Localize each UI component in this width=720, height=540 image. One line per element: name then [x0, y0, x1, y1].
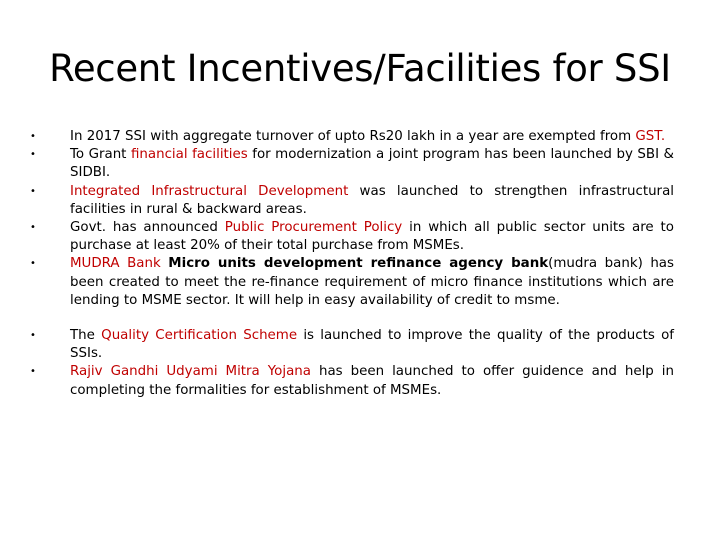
bullet-icon: •: [30, 222, 36, 234]
bullet-text: In 2017 SSI with aggregate turnover of upto Rs20 lakh in a year are exempted from: [70, 129, 636, 144]
bullet-text: for modernization a joint program has been launched by SBI & SIDBI.: [70, 147, 674, 181]
bullet-icon: •: [30, 131, 36, 142]
bullet-item: [30, 363, 674, 399]
bullet-item: [30, 327, 674, 363]
bullet-item: [30, 146, 674, 182]
bullet-item: [30, 219, 674, 255]
bullet-text: was launched to strengthen infrastructural facilities in rural & backward areas.: [70, 183, 674, 217]
highlight-text: Public Procurement Policy: [224, 220, 403, 236]
bullet-text: To Grant: [70, 147, 131, 163]
bullet-icon: •: [30, 258, 36, 270]
bullet-icon: •: [30, 149, 36, 161]
bold-text: Micro units development refinance agency bank: [168, 256, 549, 272]
bullet-icon: •: [30, 185, 36, 197]
bullet-item: [30, 128, 674, 146]
bullet-text: (mudra bank) has been created to meet the re-finance requirement of micro finance institutions which are lending to MSME sector. It will help in easy availability of credit to msme.: [70, 256, 674, 308]
bullet-list: [30, 128, 674, 400]
bullet-text: The: [70, 328, 102, 344]
highlight-text: Integrated Infrastructural Development: [70, 183, 349, 199]
bullet-text: has been launched to offer guidence and help in completing the formalities for establishment of MSMEs.: [70, 364, 674, 398]
highlight-text: GST.: [635, 129, 666, 144]
bullet-icon: •: [30, 330, 36, 342]
highlight-text: financial facilities: [130, 147, 248, 163]
slide-title: Recent Incentives/Facilities for SSI: [49, 47, 671, 90]
highlight-text: MUDRA Bank: [70, 256, 161, 272]
bullet-icon: •: [30, 366, 36, 378]
bullet-text: Govt. has announced: [70, 220, 225, 236]
bullet-item: [30, 255, 674, 310]
bullet-text: is launched to improve the quality of the products of SSIs.: [70, 328, 674, 362]
highlight-text: Quality Certification Scheme: [101, 328, 298, 344]
highlight-text: Rajiv Gandhi Udyami Mitra Yojana: [70, 364, 311, 380]
bullet-text: in which all public sector units are to purchase at least 20% of their total purchase from MSMEs.: [70, 220, 674, 254]
bullet-item: [30, 183, 674, 219]
